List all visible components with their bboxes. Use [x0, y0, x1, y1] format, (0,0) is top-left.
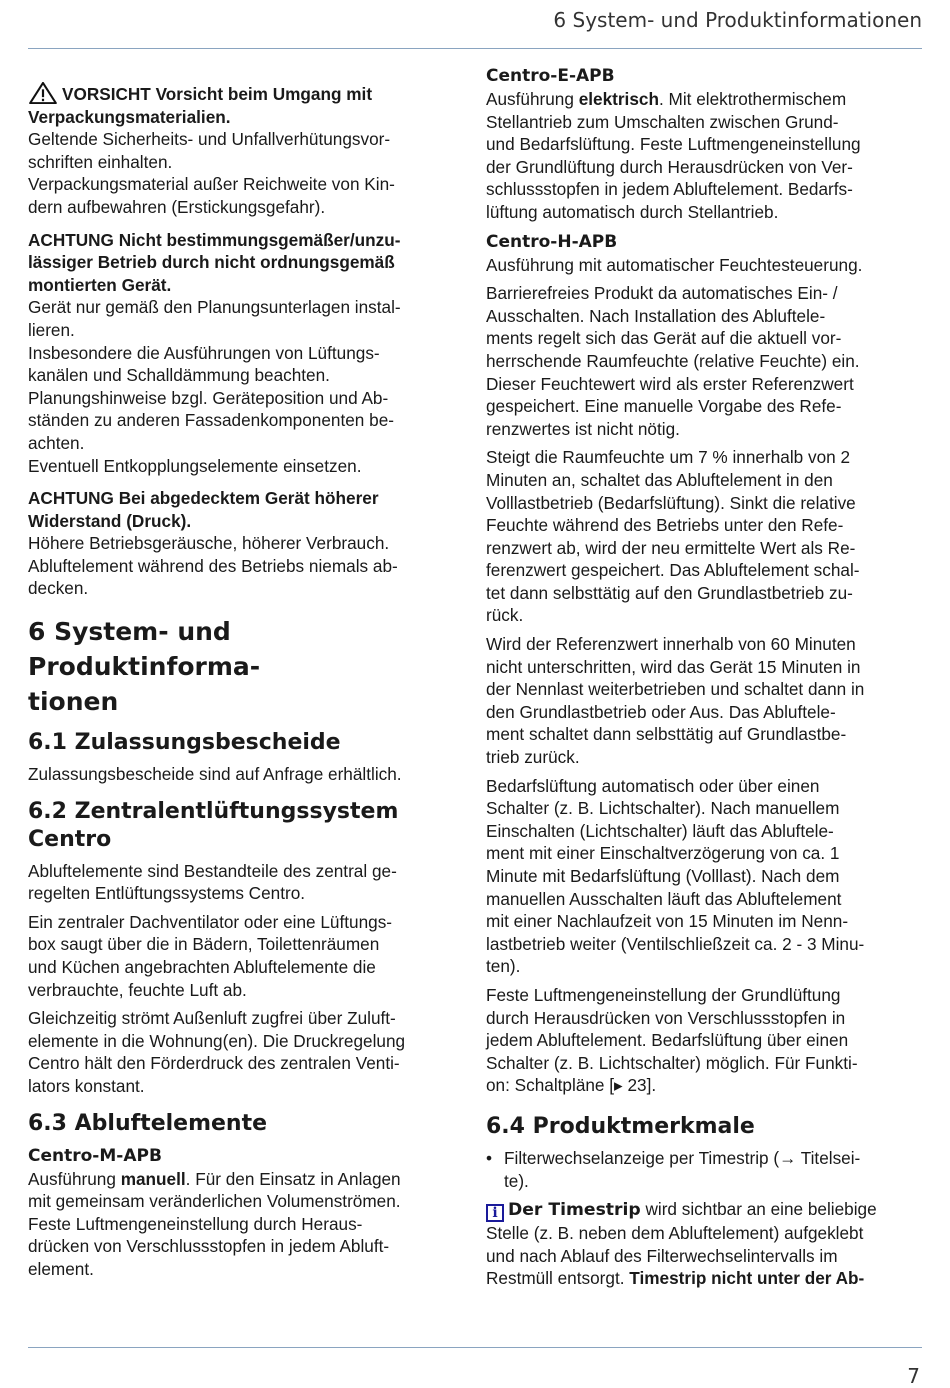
- subheading-centro-h-apb: Centro-H-APB: [486, 231, 618, 252]
- caution-text: Geltende Sicherheits- und Unfallverhütungsvor- schriften einhalten. Verpackungsmaterial außer Reichweite von Kin- dern aufbewahren (Erstickungsgefahr).: [28, 129, 395, 217]
- attention-title: ACHTUNG Bei abgedecktem Gerät höherer Widerstand (Druck).: [28, 488, 379, 531]
- left-column: [28, 64, 460, 1287]
- attention-block-operation: [28, 229, 460, 478]
- section-heading-6-3: 6.3 Abluftelemente: [28, 1110, 268, 1136]
- caution-title-line: VORSICHT Vorsicht beim Umgang mit: [62, 84, 373, 104]
- paragraph: Gleichzeitig strömt Außenluft zugfrei über Zuluft- elemente in die Wohnung(en). Die Druckregelung Centro hält den Förderdruck des zentralen Venti- lators konstant.: [28, 1008, 406, 1096]
- caution-title: [28, 82, 460, 128]
- attention-text: Höhere Betriebsgeräusche, höherer Verbrauch. Abluftelement während des Betriebs niemals ab- decken.: [28, 533, 398, 599]
- subheading-centro-m-apb: Centro-M-APB: [28, 1145, 162, 1166]
- paragraph: Ein zentraler Dachventilator oder eine Lüftungs- box saugt über die in Bädern, Toilettenräumen und Küchen angebrachten Abluftelemente die verbrauchte, feuchte Luft ab.: [28, 911, 393, 1000]
- page-number: 7: [907, 1364, 920, 1388]
- info-note: i Der Timestrip wird sichtbar an eine beliebige Stelle (z. B. neben dem Abluftelement) aufgeklebt und nach Ablauf des Filterwechselintervalls im Restmüll entsorgt. Timestrip nicht unter der Ab-: [486, 1199, 877, 1289]
- list-item: • Filterwechselanzeige per Timestrip (→ Titelsei- te).: [486, 1147, 861, 1191]
- attention-block-covered: [28, 487, 460, 600]
- paragraph: Wird der Referenzwert innerhalb von 60 Minuten nicht unterschritten, wird das Gerät 15 Minuten in der Nennlast weiterbetrieben und schaltet dann in den Grundlastbetrieb oder Aus. Das Abluftele- ment schaltet dann selbsttätig auf Grundlastbe- trieb zurück.: [486, 634, 865, 768]
- paragraph: Abluftelemente sind Bestandteile des zentral ge- regelten Entlüftungssystems Centro.: [28, 860, 397, 904]
- page-reference-link[interactable]: 23: [627, 1075, 647, 1096]
- footer-rule: [28, 1347, 922, 1348]
- paragraph: Ausführung elektrisch. Mit elektrothermischem Stellantrieb zum Umschalten zwischen Grund- und Bedarfslüftung. Feste Luftmengeneinstellung der Grundlüftung durch Herausdrücken von Ver- schlussstopfen in jedem Abluftelement. Bedarfs- lüftung automatisch durch Stellantrieb.: [486, 89, 861, 222]
- info-icon: i: [486, 1204, 504, 1222]
- warning-triangle-icon: [28, 82, 58, 104]
- header-rule: [28, 48, 922, 49]
- page-reference-arrow-icon: ▸: [614, 1075, 628, 1096]
- attention-title: ACHTUNG Nicht bestimmungsgemäßer/unzu- lässiger Betrieb durch nicht ordnungsgemäß montierten Gerät.: [28, 229, 401, 295]
- section-heading-6-4: 6.4 Produktmerkmale: [486, 1113, 755, 1139]
- paragraph: Ausführung mit automatischer Feuchtesteuerung.: [486, 254, 863, 275]
- right-column: [486, 64, 922, 1296]
- paragraph: Bedarfslüftung automatisch oder über einen Schalter (z. B. Lichtschalter). Nach manuellem Einschalten (Lichtschalter) läuft das Abluftele- ment mit einer Einschaltverzögerung von ca. 1 Minute mit Bedarfslüftung (Volllast). Nach dem manuellen Ausschalten läuft das Abluftelement mit einer Nachlaufzeit von 15 Minuten im Nenn- lastbetrieb weiter (Ventilschließzeit ca. 2 - 3 Minu- ten).: [486, 775, 865, 977]
- paragraph: Feste Luftmengeneinstellung der Grundlüftung durch Herausdrücken von Verschlussstopfen in jedem Abluftelement. Bedarfslüftung über einen Schalter (z. B. Lichtschalter) möglich. Für Funkti- on: Schaltpläne [▸ 23].: [486, 984, 858, 1096]
- section-heading-6-1: 6.1 Zulassungsbescheide: [28, 730, 341, 756]
- running-header: 6 System- und Produktinformationen: [553, 8, 922, 32]
- paragraph: Steigt die Raumfeuchte um 7 % innerhalb von 2 Minuten an, schaltet das Abluftelement in den Volllastbetrieb (Bedarfslüftung). Sinkt die relative Feuchte während des Betriebs unter den Refe- renzwert ab, wird der neu ermittelte Wert als Re- ferenzwert gespeichert. Das Abluftelement schal- tet dann selbsttätig auf den Grundlastbetrieb zu- rück.: [486, 447, 860, 626]
- subheading-centro-e-apb: Centro-E-APB: [486, 66, 615, 86]
- caution-title-line: Verpackungsmaterialien.: [28, 106, 231, 127]
- attention-text: Gerät nur gemäß den Planungsunterlagen instal- lieren. Insbesondere die Ausführungen von Lüftungs- kanälen und Schalldämmung beachten. Planungshinweise bzgl. Geräteposition und Ab- ständen zu anderen Fassadenkomponenten be- achten. Eventuell Entkopplungselemente einsetzen.: [28, 297, 401, 476]
- paragraph: Barrierefreies Produkt da automatisches Ein- / Ausschalten. Nach Installation des Abluftele- ments regelt sich das Gerät auf die aktuell vor- herrschende Raumfeuchte (relative Feuchte) ein. Dieser Feuchtewert wird als erster Referenzwert gespeichert. Eine manuelle Vorgabe des Refe- renzwertes ist nicht nötig.: [486, 283, 860, 439]
- section-6-1-text: Zulassungsbescheide sind auf Anfrage erhältlich.: [28, 764, 402, 785]
- section-heading-6-2: 6.2 Zentralentlüftungssystem Centro: [28, 798, 399, 852]
- paragraph: Ausführung manuell. Für den Einsatz in Anlagen mit gemeinsam veränderlichen Volumenströmen. Feste Luftmengeneinstellung durch Heraus- drücken von Verschlussstopfen in jedem Abluft- element.: [28, 1168, 401, 1279]
- chapter-heading: 6 System- und Produktinforma- tionen: [28, 617, 261, 717]
- bullet-icon: •: [486, 1147, 493, 1168]
- caution-block: [28, 82, 460, 219]
